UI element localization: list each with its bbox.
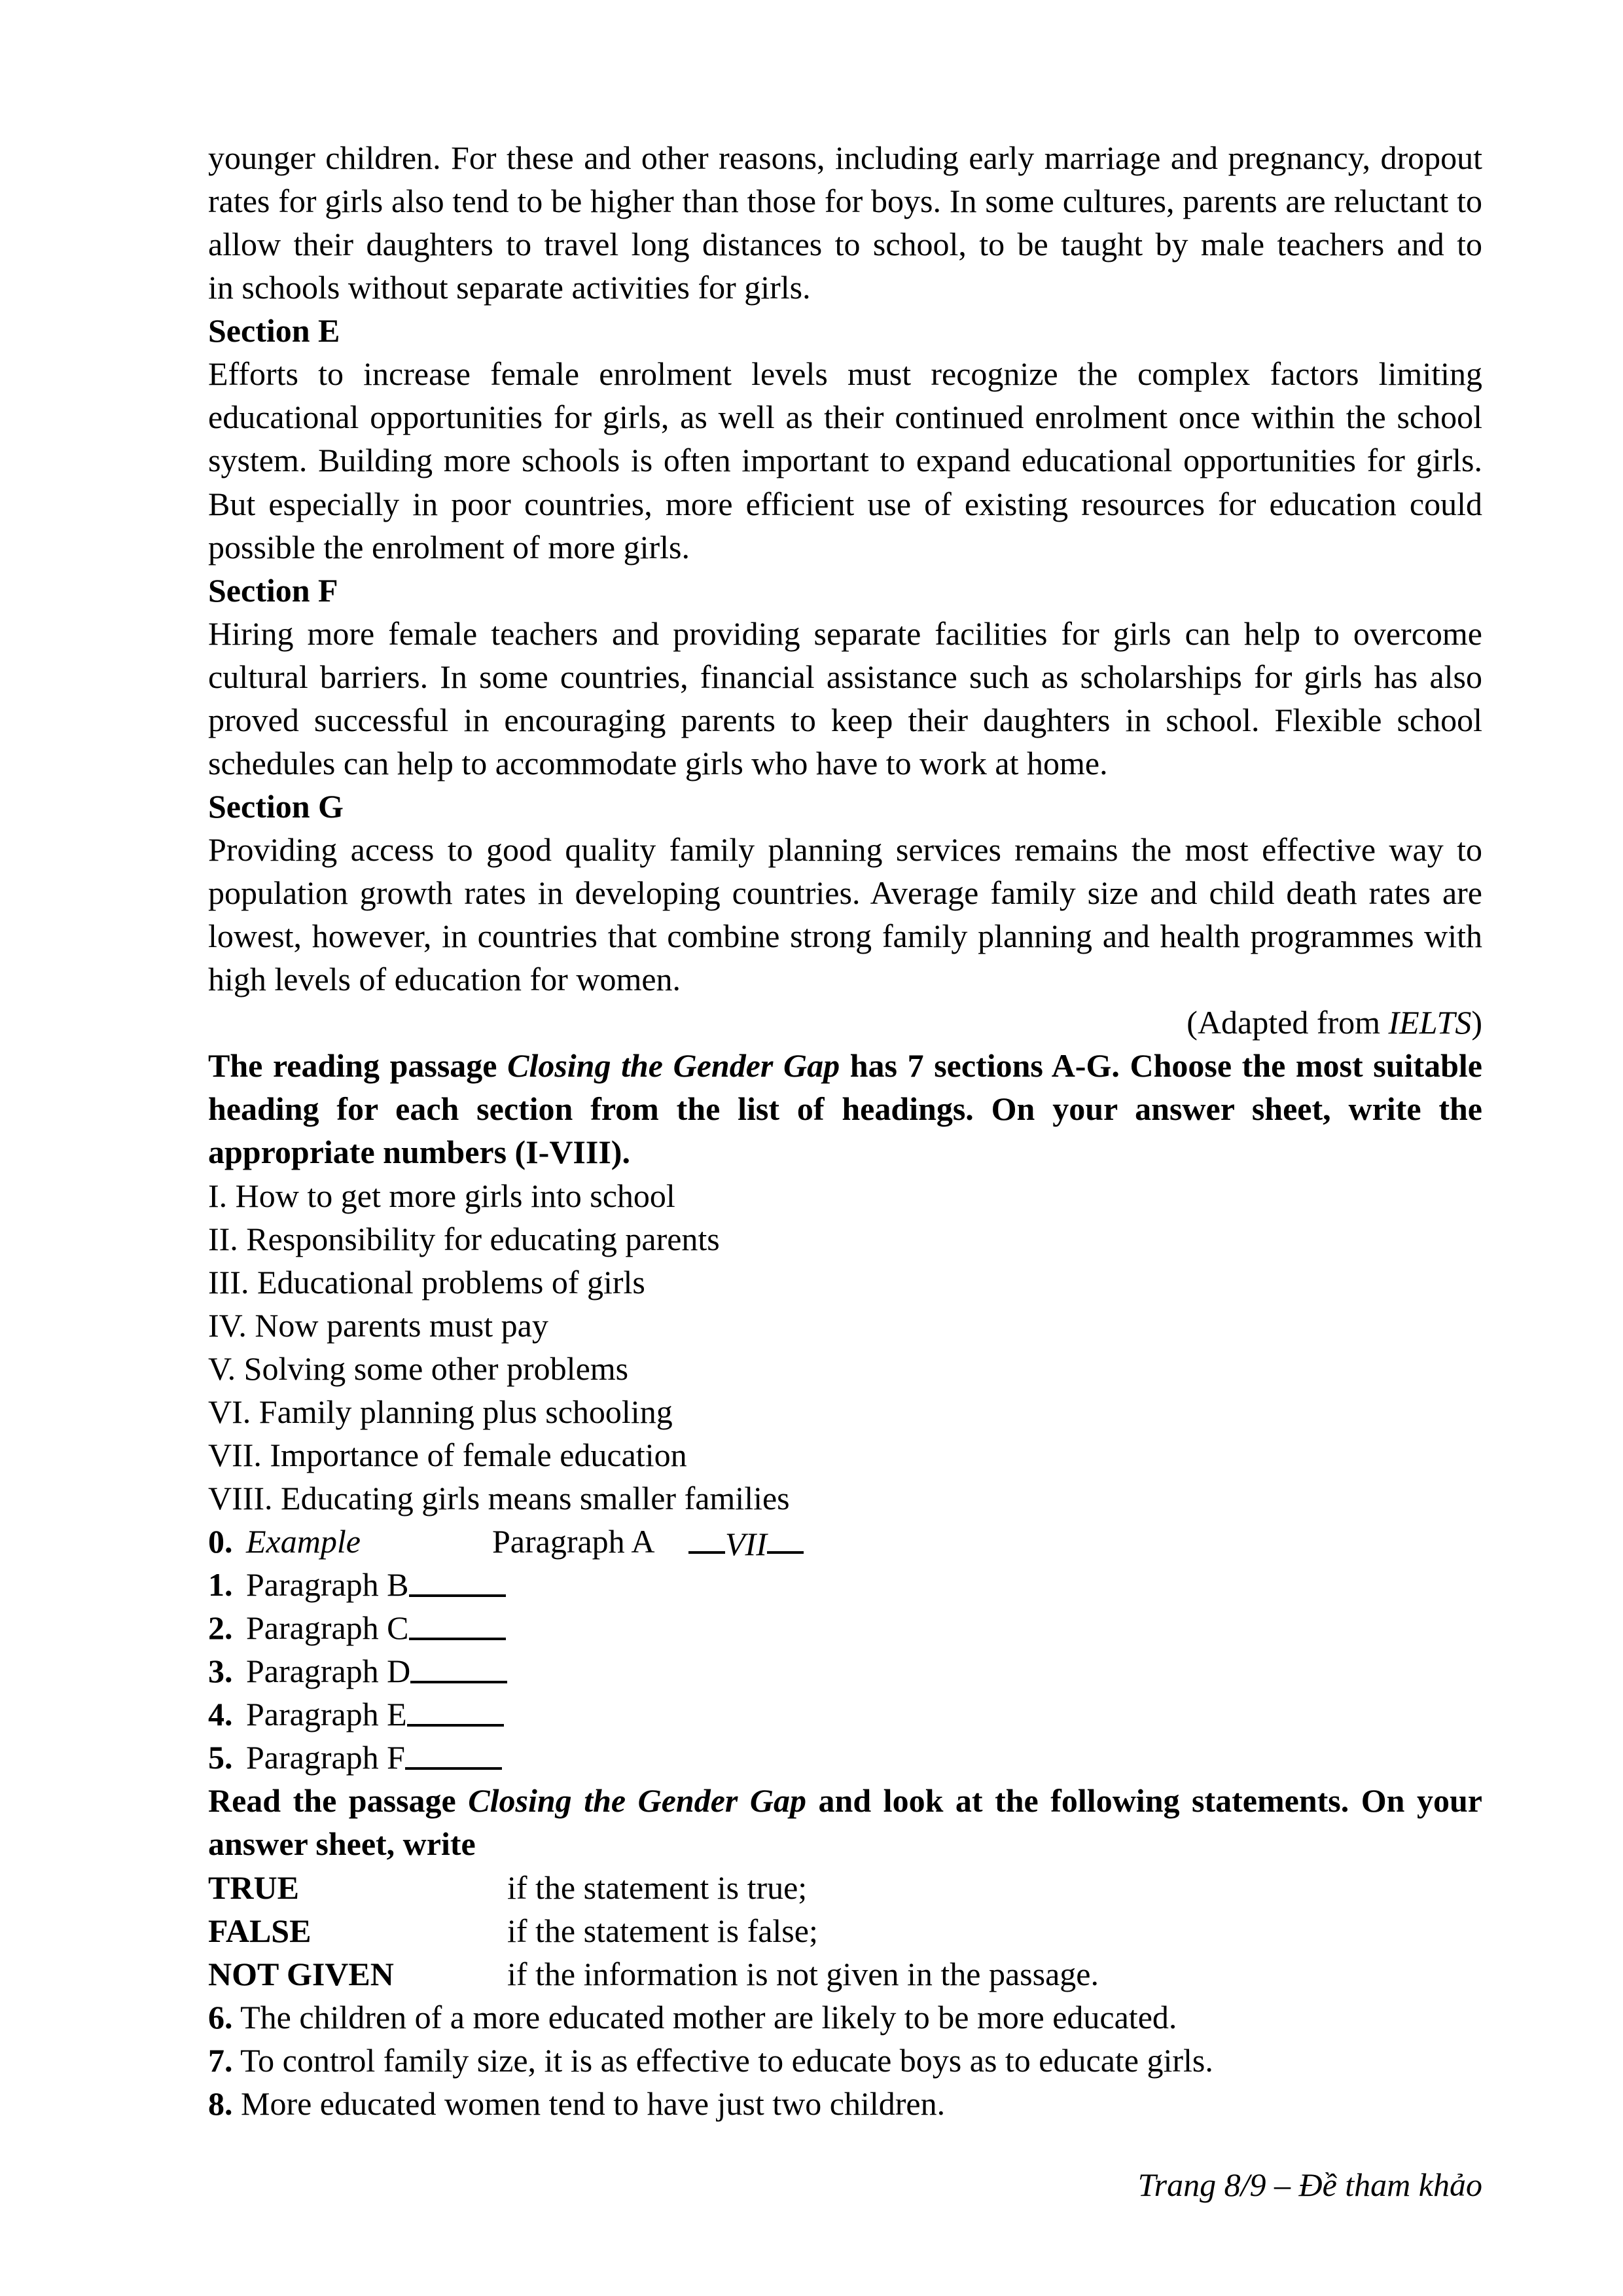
text-line: younger children. For these and other reasons, including early marriage and pregnancy, dropout <box>208 139 1482 176</box>
passage-title: Closing the Gender Gap <box>468 1782 807 1820</box>
option-row <box>208 1909 1482 1952</box>
question-number: 1. <box>208 1566 233 1604</box>
text-line: population growth rates in developing countries. Average family size and child death rates are <box>208 874 1482 912</box>
answer-blank[interactable] <box>407 1691 504 1727</box>
statement: 8. More educated women tend to have just two children. <box>208 2085 946 2122</box>
source-name: IELTS <box>1388 1004 1472 1041</box>
text-line: schedules can help to accommodate girls who have to work at home. <box>208 744 1108 781</box>
section-g <box>208 785 1482 1001</box>
heading-option: I. How to get more girls into school <box>208 1177 675 1214</box>
question-row <box>208 1693 1482 1736</box>
question-paragraph: Paragraph E <box>246 1696 407 1733</box>
text-line: system. Building more schools is often important to expand educational opportunities for girls. <box>208 442 1482 479</box>
heading-option: VII. Importance of female education <box>208 1436 687 1473</box>
text-line: Providing access to good quality family planning services remains the most effective way to <box>208 831 1482 868</box>
example-answer: VII <box>688 1520 804 1563</box>
heading-option: VIII. Educating girls means smaller families <box>208 1479 790 1516</box>
option-term: TRUE <box>208 1869 299 1906</box>
section-heading: Section F <box>208 571 338 609</box>
answer-blank[interactable] <box>405 1734 502 1770</box>
text-line: proved successful in encouraging parents to keep their daughters in school. Flexible school <box>208 701 1482 738</box>
instruction-line: The reading passage Closing the Gender Gap has 7 sections A-G. Choose the most suitable <box>208 1047 1482 1085</box>
question-row <box>208 1563 1482 1606</box>
question-number: 2. <box>208 1609 233 1647</box>
text-line: allow their daughters to travel long distances to school, to be taught by male teachers and to <box>208 226 1482 263</box>
option-row <box>208 1952 1482 1996</box>
instruction-line: Read the passage Closing the Gender Gap and look at the following statements. On your <box>208 1782 1482 1820</box>
question-paragraph: Paragraph D <box>246 1653 411 1690</box>
text-line: rates for girls also tend to be higher than those for boys. In some cultures, parents are reluctant to <box>208 183 1482 220</box>
task2-instruction <box>208 1779 1482 1865</box>
heading-option: II. Responsibility for educating parents <box>208 1220 720 1257</box>
text-line: Hiring more female teachers and providing separate facilities for girls can help to overcome <box>208 615 1482 652</box>
option-row <box>208 1866 1482 1909</box>
answer-blank[interactable] <box>409 1562 506 1597</box>
heading-option: V. Solving some other problems <box>208 1350 629 1387</box>
example-row <box>208 1520 1482 1563</box>
headings-list <box>208 1174 1482 1520</box>
text-line: educational opportunities for girls, as well as their continued enrolment once within the school <box>208 399 1482 436</box>
task1-instruction <box>208 1044 1482 1174</box>
section-f <box>208 569 1482 785</box>
document-page <box>208 136 1482 2125</box>
heading-option: IV. Now parents must pay <box>208 1306 548 1344</box>
question-paragraph: Paragraph B <box>246 1566 409 1604</box>
heading-option: VI. Family planning plus schooling <box>208 1393 673 1430</box>
question-number: 5. <box>208 1739 233 1776</box>
statement: 7. To control family size, it is as effective to educate boys as to educate girls. <box>208 2041 1213 2079</box>
page-footer: Trang 8/9 – Đề tham khảo <box>1137 2166 1482 2203</box>
question-row <box>208 1649 1482 1693</box>
instruction-line: answer sheet, write <box>208 1825 476 1863</box>
statement: 6. The children of a more educated mother are likely to be more educated. <box>208 1998 1177 2036</box>
text-line: possible the enrolment of more girls. <box>208 528 690 565</box>
section-e <box>208 309 1482 568</box>
instruction-line: appropriate numbers (I-VIII). <box>208 1134 630 1171</box>
section-d-continuation <box>208 136 1482 309</box>
option-meaning: if the statement is false; <box>507 1912 818 1949</box>
statements <box>208 1996 1482 2125</box>
answer-options <box>208 1866 1482 1996</box>
section-heading: Section G <box>208 787 344 825</box>
option-term: NOT GIVEN <box>208 1955 394 1992</box>
option-term: FALSE <box>208 1912 312 1949</box>
answer-blank[interactable] <box>410 1648 507 1683</box>
section-heading: Section E <box>208 312 340 350</box>
text-line: lowest, however, in countries that combine strong family planning and health programmes with <box>208 918 1482 955</box>
question-row <box>208 1736 1482 1779</box>
text-line: Efforts to increase female enrolment levels must recognize the complex factors limiting <box>208 355 1482 393</box>
example-label: Example <box>246 1523 361 1560</box>
underline <box>767 1518 804 1554</box>
question-number: 3. <box>208 1653 233 1690</box>
question-number: 0. <box>208 1523 233 1560</box>
statement-number: 8. <box>208 2085 233 2122</box>
text-line: But especially in poor countries, more efficient use of existing resources for education could <box>208 485 1482 522</box>
question-number: 4. <box>208 1696 233 1733</box>
question-paragraph: Paragraph F <box>246 1739 405 1776</box>
text-line: cultural barriers. In some countries, financial assistance such as scholarships for girls has also <box>208 658 1482 695</box>
question-row <box>208 1606 1482 1649</box>
underline <box>688 1518 725 1554</box>
instruction-line: heading for each section from the list of headings. On your answer sheet, write the <box>208 1090 1482 1128</box>
statement-number: 7. <box>208 2041 233 2079</box>
text-line: high levels of education for women. <box>208 961 681 998</box>
text-line: in schools without separate activities for girls. <box>208 269 811 306</box>
heading-option: III. Educational problems of girls <box>208 1263 645 1300</box>
example-paragraph: Paragraph A <box>492 1523 655 1560</box>
option-meaning: if the information is not given in the passage. <box>507 1955 1099 1992</box>
question-paragraph: Paragraph C <box>246 1609 409 1647</box>
answer-blank[interactable] <box>409 1605 506 1640</box>
passage-title: Closing the Gender Gap <box>507 1047 840 1085</box>
source-attribution: (Adapted from IELTS) <box>1186 1004 1482 1041</box>
option-meaning: if the statement is true; <box>507 1869 808 1906</box>
statement-number: 6. <box>208 1998 233 2036</box>
